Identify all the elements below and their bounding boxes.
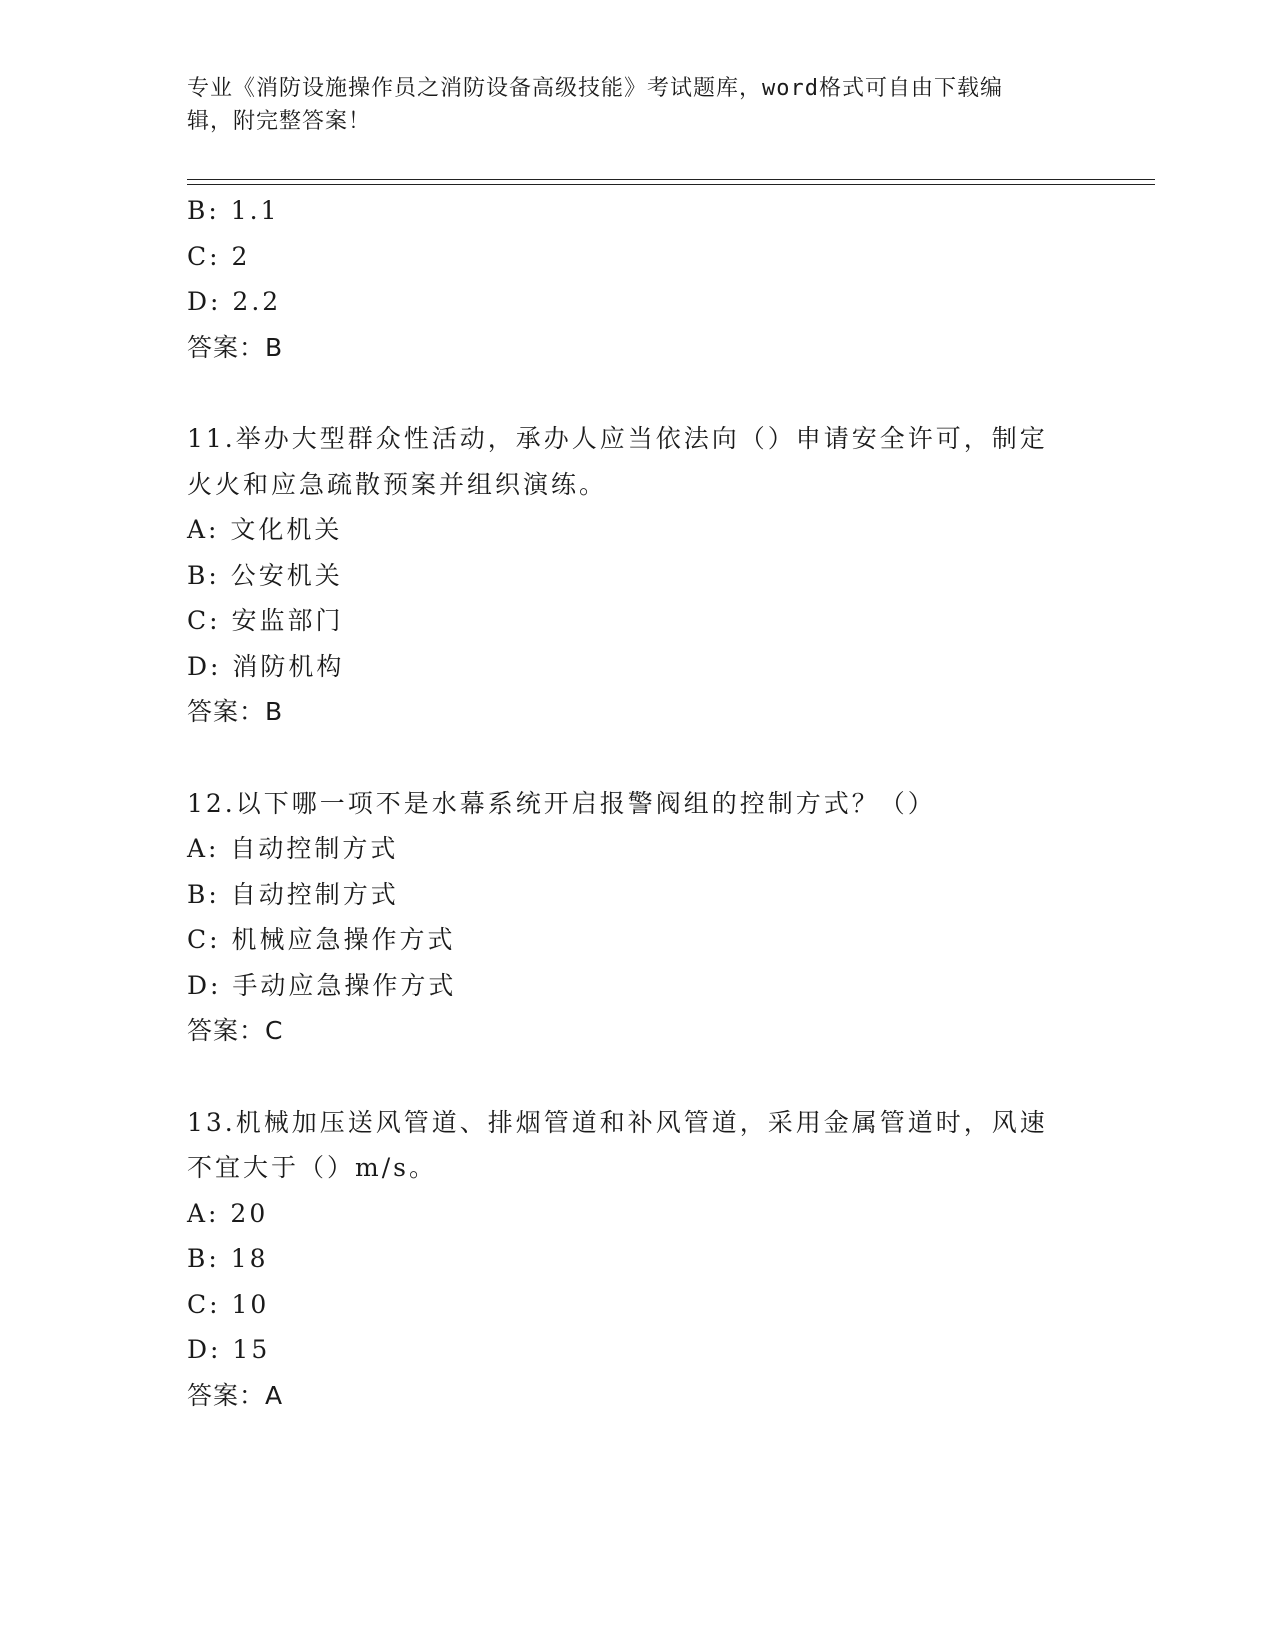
option-c: C: 安监部门 bbox=[187, 606, 344, 635]
answer-line: 答案：A bbox=[187, 1380, 284, 1410]
option-c: C: 机械应急操作方式 bbox=[187, 925, 456, 954]
option-a: A: 文化机关 bbox=[187, 515, 343, 544]
question-text: 不宜大于（）m/s。 bbox=[187, 1153, 437, 1182]
option-d: D: 消防机构 bbox=[187, 651, 345, 681]
option-b: B: 18 bbox=[187, 1244, 269, 1273]
document-header bbox=[187, 72, 1067, 138]
header-line-2: 辑，附完整答案！ bbox=[187, 109, 372, 134]
header-rule-top bbox=[187, 179, 1155, 180]
answer-line: 答案：B bbox=[187, 697, 284, 726]
option-d: D: 手动应急操作方式 bbox=[187, 970, 457, 1000]
question-block bbox=[187, 416, 1087, 735]
option-c: C: 10 bbox=[187, 1289, 270, 1319]
option-b: B: 自动控制方式 bbox=[187, 879, 399, 909]
option-d: D: 15 bbox=[187, 1335, 271, 1364]
question-text: 12.以下哪一项不是水幕系统开启报警阀组的控制方式？（） bbox=[187, 788, 936, 818]
header-line-1: 专业《消防设施操作员之消防设备高级技能》考试题库，word格式可自由下载编 bbox=[187, 76, 1003, 101]
question-text: 11.举办大型群众性活动，承办人应当依法向（）申请安全许可，制定 bbox=[187, 424, 1048, 453]
option-a: A: 20 bbox=[187, 1198, 269, 1228]
answer-line: 答案：C bbox=[187, 1016, 284, 1045]
answer-line: 答案：B bbox=[187, 332, 284, 362]
question-text: 13.机械加压送风管道、排烟管道和补风管道，采用金属管道时，风速 bbox=[187, 1107, 1048, 1137]
question-text: 火火和应急疏散预案并组织演练。 bbox=[187, 469, 608, 499]
header-rule-bottom bbox=[187, 184, 1155, 185]
option-b: B: 公安机关 bbox=[187, 560, 343, 590]
question-block bbox=[187, 188, 1087, 370]
question-block bbox=[187, 781, 1087, 1054]
option-d: D: 2.2 bbox=[187, 287, 282, 316]
option-a: A: 自动控制方式 bbox=[187, 834, 399, 863]
question-list bbox=[187, 188, 1087, 1418]
option-b: B: 1.1 bbox=[187, 196, 280, 225]
question-block bbox=[187, 1100, 1087, 1419]
option-c: C: 2 bbox=[187, 241, 251, 271]
